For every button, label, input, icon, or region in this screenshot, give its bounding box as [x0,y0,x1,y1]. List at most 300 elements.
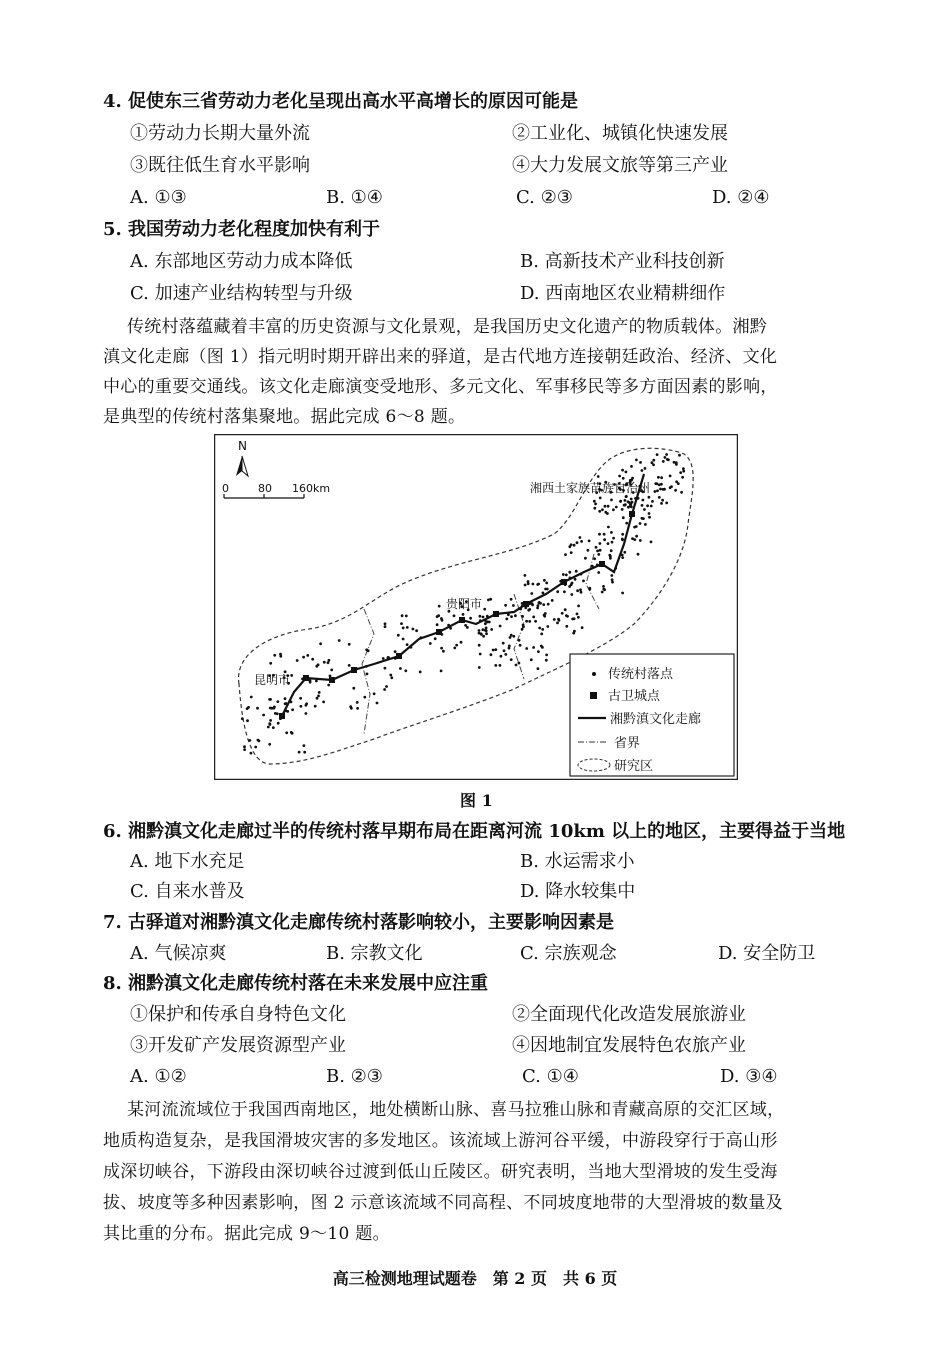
village-point [285,731,288,734]
village-point [639,522,642,525]
village-point [635,535,638,538]
q5-stem: 5. 我国劳动力老化程度加快有利于 [103,219,381,240]
village-point [650,505,653,508]
village-point [607,505,610,508]
village-point [599,542,602,545]
village-point [603,588,606,591]
village-point [662,460,665,463]
village-point [305,712,308,715]
village-point [436,623,439,626]
village-point [545,582,548,585]
passage1-line-4: 是典型的传统村落集聚地。据此完成 6～8 题。 [103,407,466,427]
village-point [318,691,321,694]
village-point [612,537,615,540]
village-point [525,620,528,623]
village-point [460,641,463,644]
village-point [648,516,651,519]
garrison-point [303,675,309,681]
village-point [394,650,397,653]
village-point [553,618,556,621]
figure-1-caption: 图 1 [460,791,493,810]
village-point [274,712,277,715]
village-point [545,659,548,662]
village-point [625,522,628,525]
q8-item-3: ③开发矿产发展资源型产业 [130,1035,346,1056]
village-point [641,469,644,472]
village-point [675,461,678,464]
village-point [563,590,566,593]
village-point [521,628,524,631]
village-point [607,526,610,529]
village-point [273,654,276,657]
village-point [348,643,351,646]
village-point [665,502,668,505]
garrison-point [523,601,529,607]
village-point [607,542,610,545]
village-point [582,580,585,583]
q4-stem: 4. 促使东三省劳动力老化呈现出高水平高增长的原因可能是 [103,91,579,112]
garrison-point [493,611,499,617]
village-point [568,571,571,574]
village-point [652,459,655,462]
village-point [267,726,270,729]
q7-choice-a: A. 气候凉爽 [130,943,227,964]
village-point [502,642,505,645]
village-point [514,614,517,617]
village-point [546,625,549,628]
village-point [503,649,506,652]
village-point [490,628,493,631]
village-point [315,680,318,683]
village-point [658,483,661,486]
village-point [556,590,559,593]
village-point [622,477,625,480]
village-point [478,629,481,632]
village-point [247,706,250,709]
village-point [651,500,654,503]
village-point [665,453,668,456]
village-point [402,627,405,630]
village-point [478,666,481,669]
village-point [486,621,489,624]
village-point [547,603,550,606]
village-point [561,612,564,615]
legend-border-label: 省界 [614,736,641,751]
village-point [579,536,582,539]
village-point [279,653,282,656]
village-point [276,700,279,703]
passage2-line-3: 成深切峡谷，下游段由深切峡谷过渡到低山丘陵区。研究表明，当地大型滑坡的发生受海 [103,1162,778,1182]
village-point [405,615,408,618]
village-point [642,517,645,520]
passage2-line-2: 地质构造复杂，是我国滑坡灾害的多发地区。该流域上游河谷平缓，中游段穿行于高山形 [103,1131,778,1151]
village-point [667,458,670,461]
q7-stem: 7. 古驿道对湘黔滇文化走廊传统村落影响较小，主要影响因素是 [103,912,615,933]
village-point [644,467,647,470]
village-point [642,499,645,502]
village-point [243,748,246,751]
q7-choice-c: C. 宗族观念 [520,943,617,964]
village-point [284,702,287,705]
legend-garrison-label: 古卫城点 [608,689,661,704]
village-point [678,454,681,457]
village-point [469,617,472,620]
village-point [575,570,578,573]
village-point [352,687,355,690]
village-point [314,705,317,708]
q6-choice-a: A. 地下水充足 [130,851,245,872]
scale-label-80: 80 [258,482,272,495]
village-point [488,621,491,624]
village-point [573,617,576,620]
village-point [406,626,409,629]
garrison-point [396,653,402,659]
village-point [541,628,544,631]
village-point [528,620,531,623]
village-point [494,664,497,667]
village-point [593,507,596,510]
village-point [601,508,604,511]
village-point [532,616,535,619]
village-point [384,667,387,670]
village-point [570,543,573,546]
village-point [570,551,573,554]
village-point [373,692,376,695]
village-point [482,616,485,619]
village-point [311,658,314,661]
village-point [681,476,684,479]
village-point [621,508,624,511]
village-point [412,628,415,631]
legend-village-label: 传统村落点 [608,667,674,682]
village-point [622,516,625,519]
village-point [480,632,483,635]
village-point [305,702,308,705]
village-point [298,751,301,754]
village-point [641,504,644,507]
q4-item-1: ①劳动力长期大量外流 [130,123,310,144]
village-point [250,696,253,699]
village-point [657,476,660,479]
village-point [510,598,513,601]
figure-1-map [214,434,738,780]
village-point [639,461,642,464]
village-point [584,557,587,560]
village-point [537,667,540,670]
village-point [464,624,467,627]
village-point [682,470,685,473]
village-point [254,746,257,749]
village-point [625,471,628,474]
q8-choice-a: A. ①② [130,1066,187,1087]
village-point [637,553,640,556]
village-point [384,625,387,628]
q4-choice-b: B. ①④ [326,187,383,208]
village-point [319,642,322,645]
village-point [246,719,249,722]
village-point [382,657,385,660]
q4-choice-c: C. ②③ [516,187,573,208]
village-point [402,638,405,641]
village-point [440,670,443,673]
village-point [272,726,275,729]
village-point [505,618,508,621]
village-point [556,622,559,625]
village-point [436,615,439,618]
village-point [579,588,582,591]
village-point [545,654,548,657]
village-point [309,681,312,684]
village-point [322,701,325,704]
village-point [643,508,646,511]
village-point [479,653,482,656]
passage1-line-2: 滇文化走廊（图 1）指元明时期开辟出来的驿道，是古代地方连接朝廷政治、经济、文化 [103,347,778,367]
garrison-point [459,617,465,623]
village-point [618,475,621,478]
village-point [303,744,306,747]
village-point [509,636,512,639]
village-point [527,609,530,612]
village-point [619,500,622,503]
garrison-point [629,511,635,517]
q4-item-4: ④大力发展文旅等第三产业 [512,155,728,176]
village-point [571,582,574,585]
garrison-point [279,713,285,719]
q4-item-2: ②工业化、城镇化快速发展 [512,123,728,144]
q5-choice-a: A. 东部地区劳动力成本降低 [130,251,353,272]
village-point [384,622,387,625]
village-point [648,512,651,515]
village-point [399,667,402,670]
village-point [624,504,627,507]
village-point [593,557,596,560]
village-point [376,702,379,705]
q8-item-4: ④因地制宜发展特色农旅产业 [512,1035,746,1056]
village-point [580,591,583,594]
village-point [499,664,502,667]
village-point [367,649,370,652]
village-point [532,646,535,649]
village-point [658,496,661,499]
village-point [623,551,626,554]
q7-choice-b: B. 宗教文化 [326,943,423,964]
village-point [574,578,577,581]
village-point [429,642,432,645]
village-point [580,540,583,543]
village-point [487,599,490,602]
village-point [551,599,554,602]
village-point [350,707,353,710]
village-point [576,541,579,544]
village-point [570,593,573,596]
village-point [544,612,547,615]
village-point [621,533,624,536]
q4-choice-d: D. ②④ [712,187,770,208]
village-point [303,751,306,754]
village-point [635,459,638,462]
village-point [621,469,624,472]
garrison-point [599,561,605,567]
village-point [482,635,485,638]
village-point [599,497,602,500]
village-point [271,707,274,710]
village-point [577,616,580,619]
village-point [596,550,599,553]
q5-choice-d: D. 西南地区农业精耕细作 [520,283,726,304]
village-point [656,489,659,492]
legend-corridor-label: 湘黔滇文化走廊 [610,712,702,727]
q8-item-2: ②全面现代化改造发展旅游业 [512,1004,746,1025]
village-point [538,602,541,605]
village-point [544,588,547,591]
village-point [518,639,521,642]
village-point [268,743,271,746]
village-point [290,674,293,677]
village-point [630,465,633,468]
village-point [273,706,276,709]
q5-choice-b: B. 高新技术产业科技创新 [520,251,725,272]
village-point [594,503,597,506]
village-point [406,643,409,646]
village-point [269,662,272,665]
q4-item-3: ③既往低生育水平影响 [130,155,310,176]
village-point [537,650,540,653]
q8-item-1: ①保护和传承自身特色文化 [130,1004,346,1025]
village-point [404,669,407,672]
village-point [527,580,530,583]
village-point [241,717,244,720]
passage1-line-1: 传统村落蕴藏着丰富的历史资源与文化景观，是我国历史文化遗产的物质载体。湘黔 [127,317,768,337]
garrison-point [329,677,335,683]
village-point [639,539,642,542]
village-point [624,499,627,502]
village-point [250,752,253,755]
village-point [588,540,591,543]
village-point [646,504,649,507]
village-point [604,511,607,514]
village-point [494,648,497,651]
village-point [674,489,677,492]
village-point [519,644,522,647]
village-point [512,635,515,638]
q5-choice-c: C. 加速产业结构转型与升级 [130,283,353,304]
village-point [587,549,590,552]
village-point [573,630,576,633]
village-point [581,626,584,629]
village-point [269,719,272,722]
scale-label-0: 0 [222,482,229,495]
village-point [453,647,456,650]
village-point [593,500,596,503]
village-point [397,634,400,637]
legend-region-label: 研究区 [614,759,654,774]
village-point [262,714,265,717]
village-point [419,671,422,674]
village-point [597,475,600,478]
village-point [599,549,602,552]
village-point [659,488,662,491]
q6-stem: 6. 湘黔滇文化走廊过半的传统村落早期布局在距离河流 10km 以上的地区，主要得益于当地 [103,821,846,842]
village-point [679,471,682,474]
village-point [291,708,294,711]
village-point [327,684,330,687]
village-point [455,644,458,647]
village-point [389,674,392,677]
passage2-line-5: 其比重的分布。据此完成 9～10 题。 [103,1224,390,1244]
village-point [366,673,369,676]
passage2-line-1: 某河流流域位于我国西南地区，地处横断山脉、喜马拉雅山脉和青藏高原的交汇区域， [127,1100,785,1120]
village-point [317,695,320,698]
village-point [532,583,535,586]
village-point [603,538,606,541]
village-point [356,707,359,710]
village-point [663,488,666,491]
village-point [664,456,667,459]
village-point [534,620,537,623]
village-point [661,499,664,502]
village-point [644,523,647,526]
village-point [540,633,543,636]
village-point [522,625,525,628]
village-point [543,579,546,582]
village-point [434,637,437,640]
village-point [595,546,598,549]
garrison-point [561,579,567,585]
q8-choice-c: C. ①④ [522,1066,579,1087]
village-point [625,495,628,498]
village-point [338,639,341,642]
village-point [401,614,404,617]
legend-garrison-symbol [590,692,597,699]
page-footer: 高三检测地理试题卷 第 2 页 共 6 页 [332,1269,618,1288]
village-point [656,453,659,456]
map-legend [570,654,734,776]
village-point [315,665,318,668]
village-point [508,647,511,650]
village-point [330,669,333,672]
village-point [478,644,481,647]
village-point [577,605,580,608]
village-point [609,557,612,560]
village-point [542,603,545,606]
village-point [677,482,680,485]
village-point [484,629,487,632]
village-point [323,661,326,664]
label-xiangxi: 湘西土家族苗族自治州 [530,481,651,495]
village-point [598,533,601,536]
village-point [268,722,271,725]
garrison-point [351,667,357,673]
village-point [504,604,507,607]
village-point [257,739,260,742]
garrison-point [436,629,442,635]
village-point [438,605,441,608]
village-point [660,476,663,479]
village-point [440,647,443,650]
village-point [680,491,683,494]
village-point [612,508,615,511]
village-point [651,461,654,464]
village-point [621,556,624,559]
village-point [356,701,359,704]
village-point [316,697,319,700]
village-point [598,510,601,513]
village-point [296,659,299,662]
q8-stem: 8. 湘黔滇文化走廊传统村落在未来发展中应注重 [103,973,489,994]
village-point [610,549,613,552]
q4-choice-a: A. ①③ [130,187,187,208]
village-point [611,578,614,581]
